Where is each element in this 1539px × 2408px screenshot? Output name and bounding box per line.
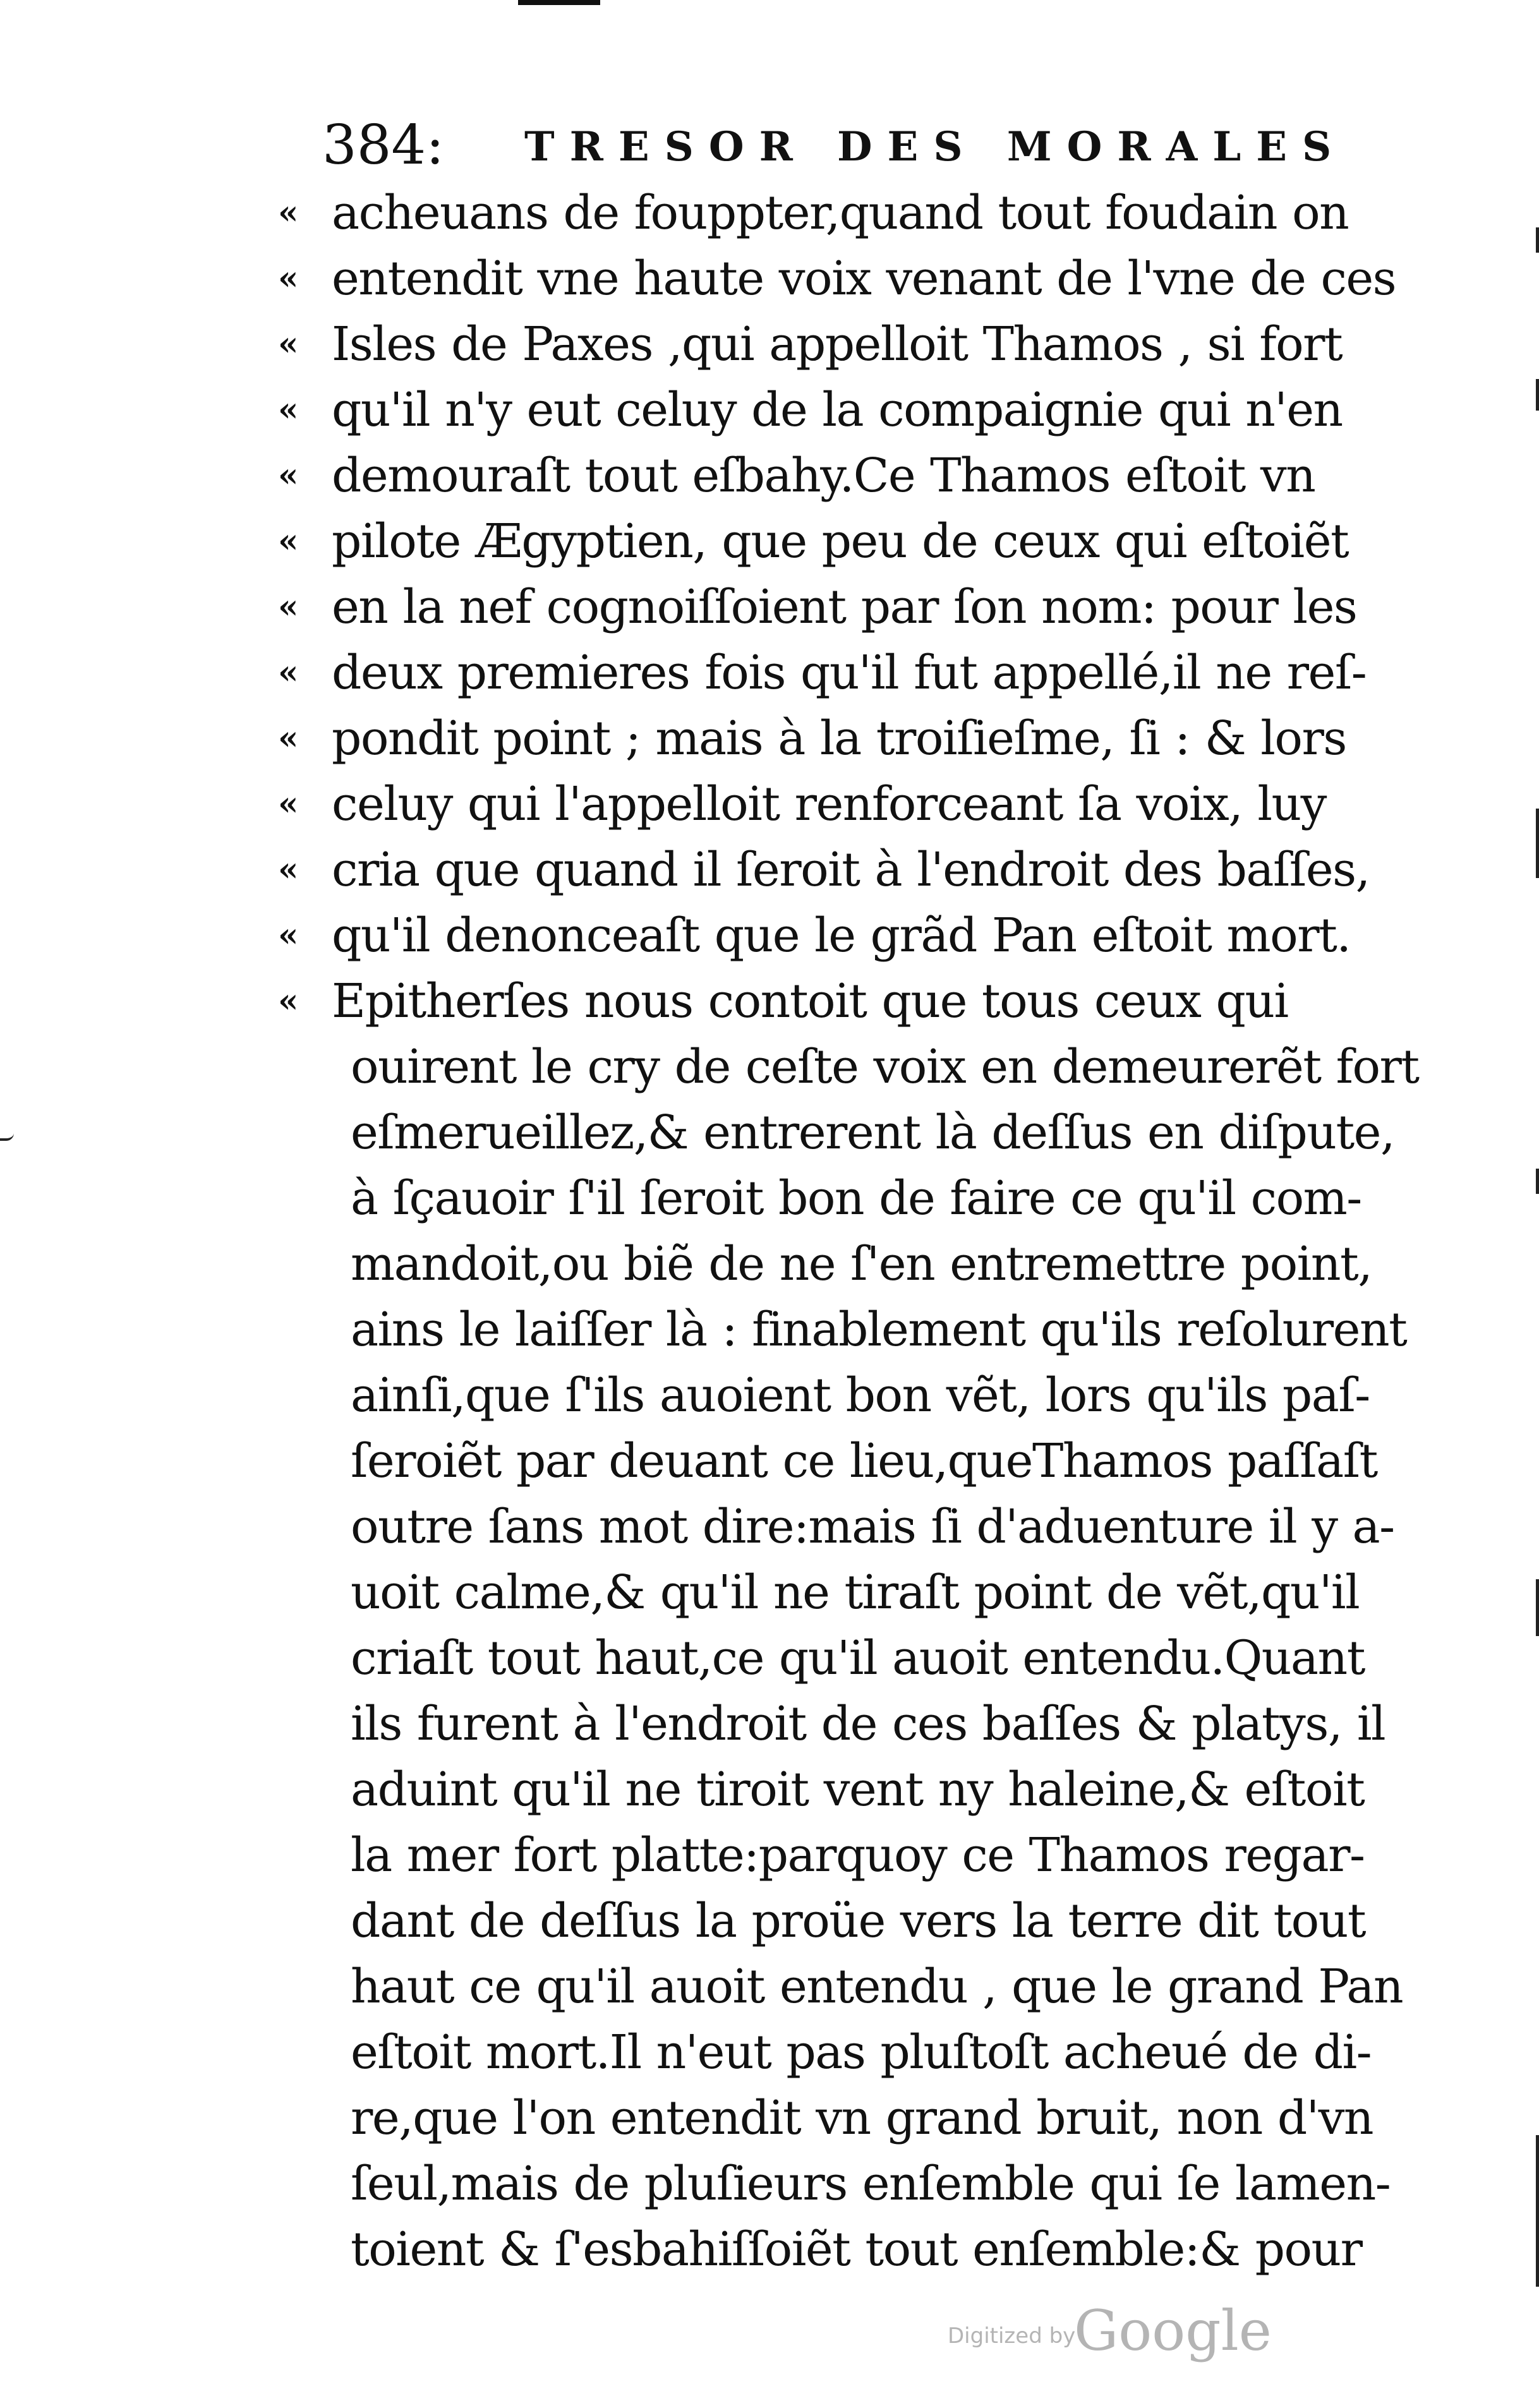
line-text: uoit calme,& qu'il ne tiraſt point de vẽt,qu'il bbox=[351, 1565, 1360, 1620]
line-text: ouirent le cry de ceſte voix en demeurerẽt fort bbox=[351, 1040, 1419, 1094]
text-line bbox=[278, 1494, 1415, 1560]
page-edge-mark bbox=[1536, 379, 1539, 411]
line-text: eſmerueillez,& entrerent là deſſus en diſpute, bbox=[351, 1105, 1394, 1160]
line-text: outre ſans mot dire:mais ſi d'aduenture il y a- bbox=[351, 1500, 1394, 1554]
line-text: mandoit,ou biẽ de ne ſ'en entremettre point, bbox=[351, 1237, 1372, 1291]
line-text: dant de deſſus la proüe vers la terre dit tout bbox=[351, 1894, 1366, 1948]
margin-tick-mark bbox=[0, 1131, 14, 1141]
text-line bbox=[278, 2151, 1415, 2217]
text-line bbox=[278, 509, 1415, 574]
page-number: 384: bbox=[322, 114, 445, 177]
marginal-quote-mark: « bbox=[278, 850, 298, 889]
marginal-quote-mark: « bbox=[278, 587, 298, 626]
line-text: re,que l'on entendit vn grand bruit, non d'vn bbox=[351, 2091, 1373, 2145]
page-edge-mark bbox=[1536, 2135, 1539, 2287]
text-line bbox=[278, 1100, 1415, 1165]
marginal-quote-mark: « bbox=[278, 982, 298, 1020]
marginal-quote-mark: « bbox=[278, 719, 298, 757]
running-head bbox=[322, 111, 1347, 180]
text-line bbox=[278, 1625, 1415, 1691]
google-logo: Google bbox=[1074, 2298, 1272, 2363]
marginal-quote-mark: « bbox=[278, 653, 298, 692]
text-line bbox=[278, 2085, 1415, 2151]
body-text bbox=[278, 180, 1419, 2282]
line-text: qu'il denonceaſt que le grãd Pan eſtoit mort. bbox=[332, 908, 1351, 963]
line-text: cria que quand il ſeroit à l'endroit des baſſes, bbox=[332, 843, 1370, 897]
text-line bbox=[278, 311, 1415, 377]
line-text: entendit vne haute voix venant de l'vne de ces bbox=[332, 251, 1396, 306]
text-line bbox=[278, 1560, 1415, 1625]
line-text: pilote Ægyptien, que peu de ceux qui eſtoiẽt bbox=[332, 514, 1349, 569]
line-text: pondit point ; mais à la troiſieſme, ſi : & lors bbox=[332, 711, 1346, 766]
line-text: ils furent à l'endroit de ces baſſes & platys, il bbox=[351, 1697, 1385, 1751]
text-line bbox=[278, 1231, 1415, 1297]
text-line bbox=[278, 443, 1415, 509]
text-line bbox=[278, 1954, 1415, 2020]
line-text: ſeul,mais de pluſieurs enſemble qui ſe lamen- bbox=[351, 2157, 1391, 2211]
running-head-title: TRESOR DES MORALES bbox=[524, 123, 1347, 171]
marginal-quote-mark: « bbox=[278, 522, 298, 560]
text-line bbox=[278, 574, 1415, 640]
page-edge-mark bbox=[1536, 1579, 1539, 1636]
line-text: eſtoit mort.Il n'eut pas pluſtoſt acheué de di- bbox=[351, 2025, 1372, 2080]
watermark-prefix: Digitized by bbox=[948, 2323, 1076, 2349]
marginal-quote-mark: « bbox=[278, 916, 298, 954]
marginal-quote-mark: « bbox=[278, 259, 298, 298]
text-line bbox=[278, 1363, 1415, 1428]
text-line bbox=[278, 1757, 1415, 1822]
line-text: criaſt tout haut,ce qu'il auoit entendu.Quant bbox=[351, 1631, 1365, 1685]
line-text: qu'il n'y eut celuy de la compaignie qui n'en bbox=[332, 383, 1343, 437]
line-text: en la nef cognoiſſoient par ſon nom: pour les bbox=[332, 580, 1357, 634]
text-line bbox=[278, 771, 1415, 837]
text-line bbox=[278, 1691, 1415, 1757]
page-edge-mark bbox=[1536, 809, 1539, 878]
text-line bbox=[278, 706, 1415, 771]
marginal-quote-mark: « bbox=[278, 325, 298, 363]
text-line bbox=[278, 2020, 1415, 2085]
line-text: la mer fort platte:parquoy ce Thamos regar- bbox=[351, 1828, 1365, 1882]
text-line bbox=[278, 837, 1415, 903]
marginal-quote-mark: « bbox=[278, 390, 298, 429]
top-edge-mark bbox=[518, 0, 600, 5]
text-line bbox=[278, 1297, 1415, 1363]
text-line bbox=[278, 377, 1415, 443]
line-text: celuy qui l'appelloit renforceant ſa voix, luy bbox=[332, 777, 1326, 831]
text-line bbox=[278, 903, 1415, 968]
marginal-quote-mark: « bbox=[278, 193, 298, 232]
text-line bbox=[278, 640, 1415, 706]
line-text: demouraſt tout eſbahy.Ce Thamos eſtoit vn bbox=[332, 448, 1315, 503]
line-text: à ſçauoir ſ'il ſeroit bon de faire ce qu'il com- bbox=[351, 1171, 1361, 1225]
page-edge-mark bbox=[1536, 1169, 1539, 1194]
line-text: aduint qu'il ne tiroit vent ny haleine,& eſtoit bbox=[351, 1762, 1365, 1817]
marginal-quote-mark: « bbox=[278, 456, 298, 495]
page-edge-mark bbox=[1536, 227, 1539, 253]
text-line bbox=[278, 1888, 1415, 1954]
text-line bbox=[278, 180, 1415, 246]
line-text: Epitherſes nous contoit que tous ceux qui bbox=[332, 974, 1288, 1028]
text-line bbox=[278, 1034, 1419, 1100]
line-text: haut ce qu'il auoit entendu , que le grand Pan bbox=[351, 1960, 1403, 2014]
text-line bbox=[278, 1165, 1415, 1231]
line-text: ains le laiſſer là : finablement qu'ils reſolurent bbox=[351, 1303, 1407, 1357]
text-line bbox=[278, 968, 1415, 1034]
line-text: ainſi,que ſ'ils auoient bon vẽt, lors qu'ils paſ- bbox=[351, 1368, 1370, 1423]
line-text: ſeroiẽt par deuant ce lieu,queThamos paſſaſt bbox=[351, 1434, 1377, 1488]
text-line bbox=[278, 1428, 1415, 1494]
digitized-watermark bbox=[948, 2296, 1276, 2366]
line-text: acheuans de fouppter,quand tout foudain on bbox=[332, 186, 1349, 240]
text-line bbox=[278, 2217, 1415, 2282]
marginal-quote-mark: « bbox=[278, 785, 298, 823]
line-text: Isles de Paxes ,qui appelloit Thamos , si fort bbox=[332, 317, 1343, 371]
text-line bbox=[278, 1822, 1415, 1888]
line-text: deux premieres fois qu'il fut appellé,il ne reſ- bbox=[332, 646, 1367, 700]
text-line bbox=[278, 246, 1415, 311]
line-text: toient & ſ'esbahiſſoiẽt tout enſemble:& pour bbox=[351, 2222, 1362, 2277]
